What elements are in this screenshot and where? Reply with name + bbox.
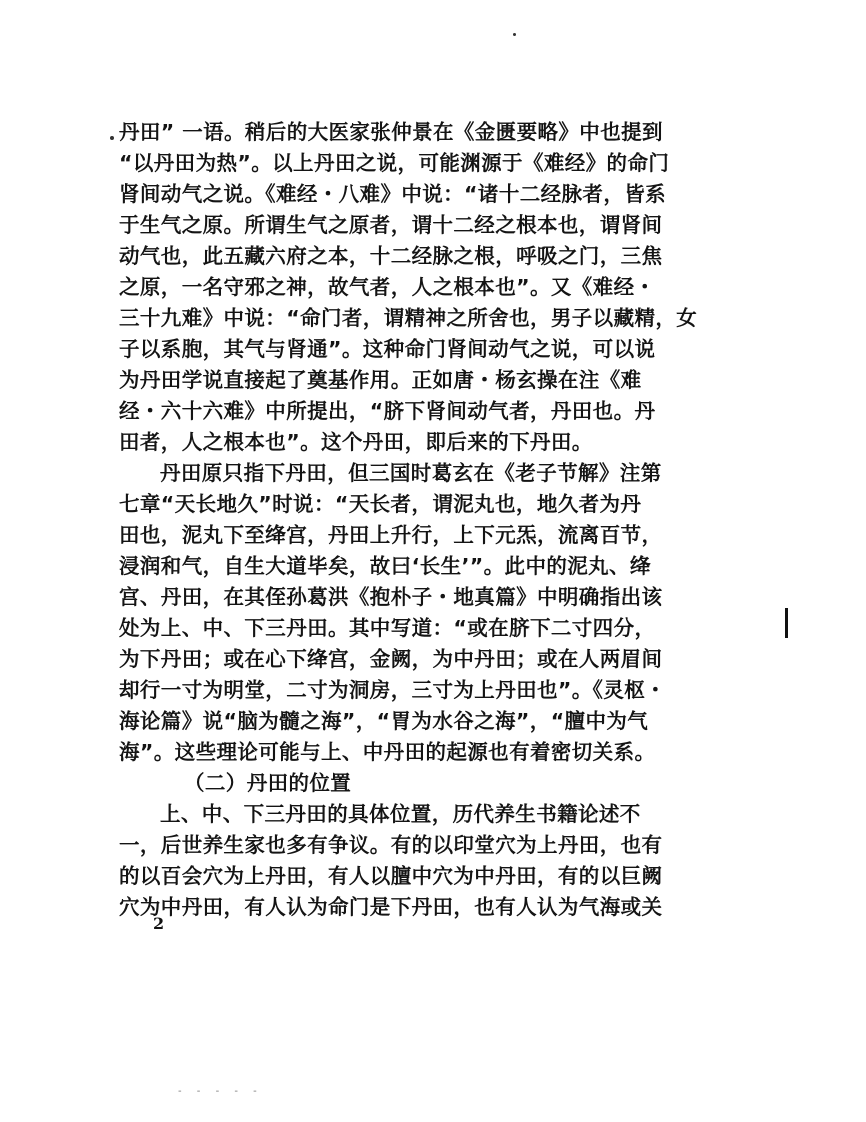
text-line: 穴为中丹田，有人认为命门是下丹田，也有人认为气海或关: [119, 895, 663, 919]
text-line: 一，后世养生家也多有争议。有的以印堂穴为上丹田，也有: [119, 833, 663, 857]
paragraph-start: 丹田原只指下丹田，但三国时葛玄在《老子节解》注第: [160, 461, 662, 485]
text-line: 肾间动气之说。《难经・八难》中说：“诸十二经脉者，皆系: [119, 182, 667, 206]
scan-artifact: - - - - -: [178, 1086, 263, 1097]
text-line: 宫、丹田，在其侄孙葛洪《抱朴子・地真篇》中明确指出该: [119, 585, 663, 609]
text-line: 浸润和气，自生大道毕矣，故曰‘长生’”。此中的泥丸、绛: [119, 554, 651, 578]
text-line: “以丹田为热”。以上丹田之说，可能渊源于《难经》的命门: [119, 151, 670, 175]
text-line: 丹田” 一语。稍后的大医家张仲景在《金匮要略》中也提到: [119, 120, 663, 144]
text-line: 之原，一名守邪之神，故气者，人之根本也”。又《难经・: [119, 275, 656, 299]
scan-speck: [110, 136, 114, 140]
page-number: 2: [153, 914, 165, 933]
text-line: 为丹田学说直接起了奠基作用。正如唐・杨玄操在注《难: [119, 368, 642, 392]
text-line: 海”。这些理论可能与上、中丹田的起源也有着密切关系。: [119, 740, 656, 764]
text-line: 为下丹田；或在心下绛宫，金阙，为中丹田；或在人两眉间: [119, 647, 663, 671]
section-heading: （二）丹田的位置: [184, 771, 352, 795]
paragraph-start: 上、中、下三丹田的具体位置，历代养生书籍论述不: [160, 802, 641, 826]
text-line: 于生气之原。所谓生气之原者，谓十二经之根本也，谓肾间: [119, 213, 663, 237]
text-line: 海论篇》说“脑为髓之海”，“胃为水谷之海”，“膻中为气: [119, 709, 649, 733]
text-line: 处为上、中、下三丹田。其中写道：“或在脐下二寸四分，: [119, 616, 656, 640]
scan-mark: [785, 608, 788, 638]
scan-speck: [513, 33, 516, 36]
text-line: 子以系胞，其气与肾通”。这种命门肾间动气之说，可以说: [119, 337, 656, 361]
text-line: 却行一寸为明堂，二寸为洞房，三寸为上丹田也”。《灵枢・: [119, 678, 667, 702]
text-line: 三十九难》中说：“命门者，谓精神之所舍也，男子以藏精，女: [119, 306, 698, 330]
text-line: 七章“天长地久”时说：“天长者，谓泥丸也，地久者为丹: [119, 492, 642, 516]
text-line: 动气也，此五藏六府之本，十二经脉之根，呼吸之门，三焦: [119, 244, 663, 268]
text-line: 的以百会穴为上丹田，有人以膻中穴为中丹田，有的以巨阙: [119, 864, 663, 888]
text-line: 经・六十六难》中所提出，“脐下肾间动气者，丹田也。丹: [119, 399, 656, 423]
text-line: 田也，泥丸下至绛宫，丹田上升行，上下元炁，流离百节，: [119, 523, 663, 547]
text-line: 田者，人之根本也”。这个丹田，即后来的下丹田。: [119, 430, 593, 454]
